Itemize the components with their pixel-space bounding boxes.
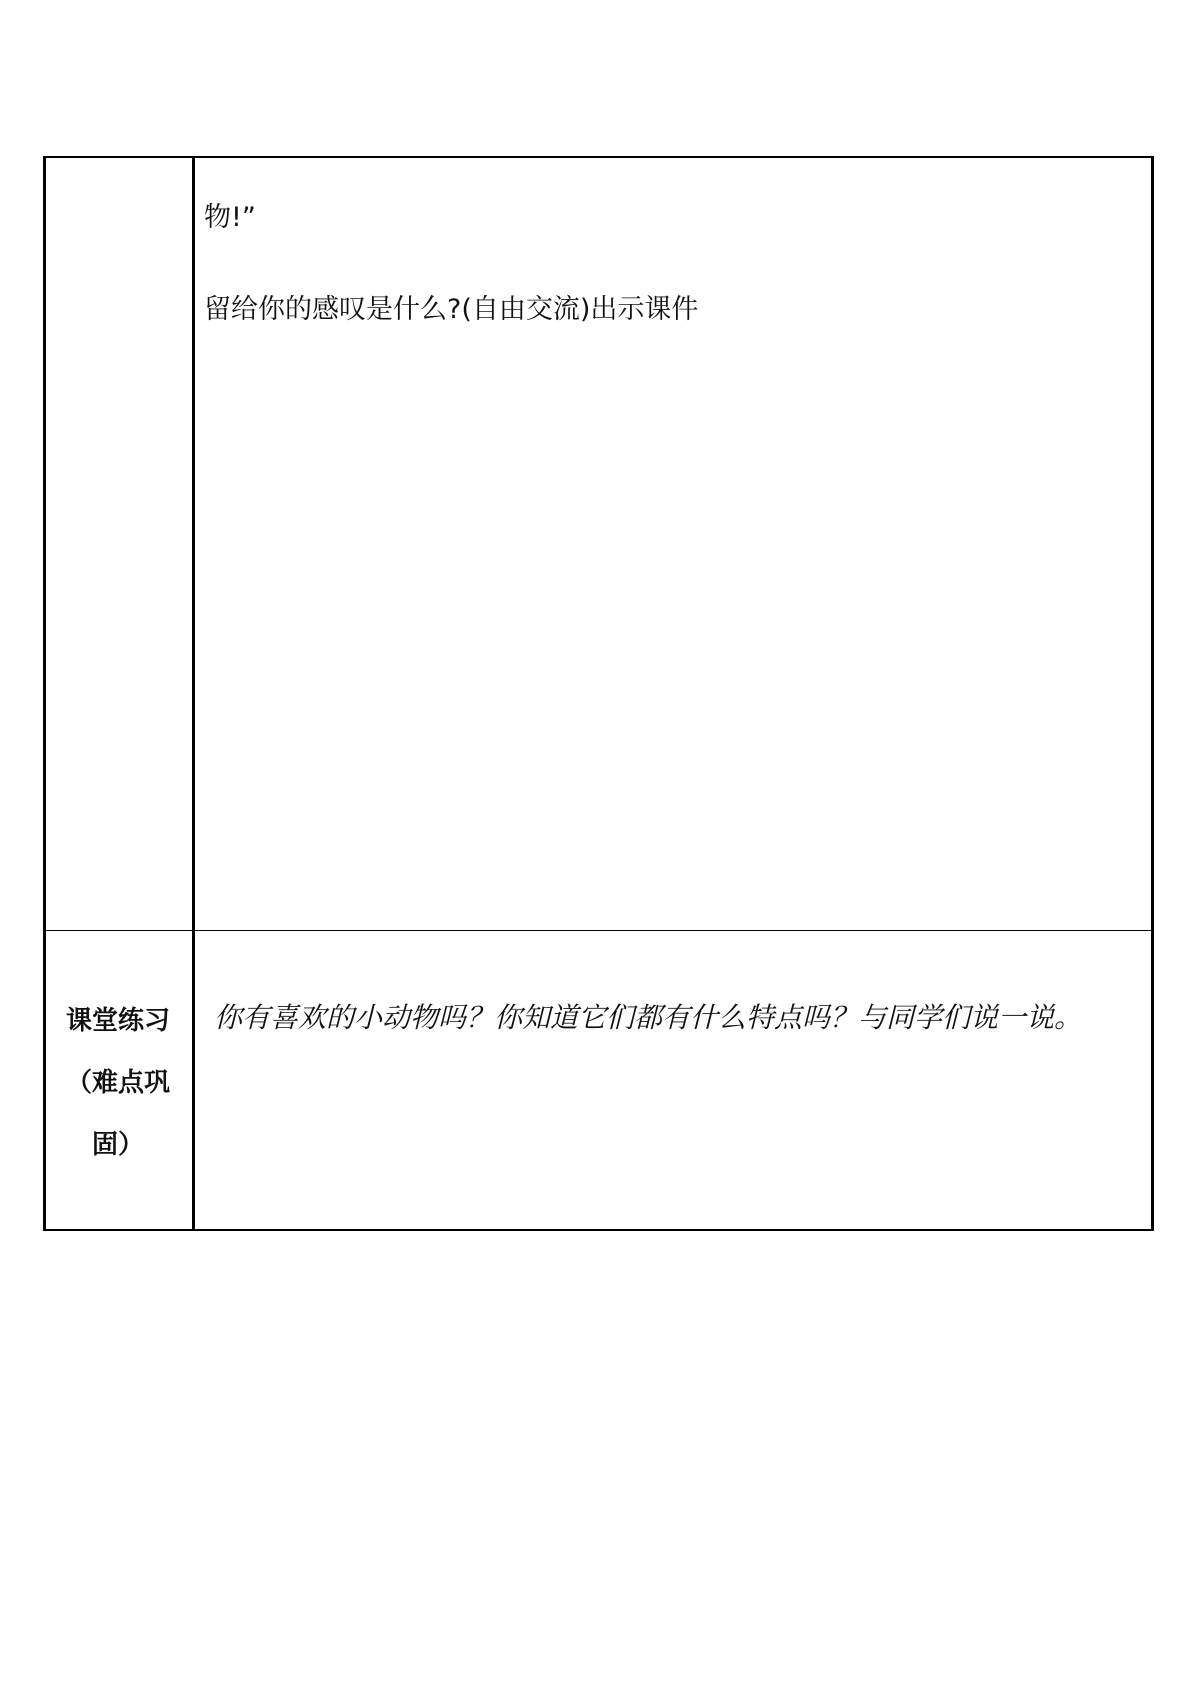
table-row-divider [43, 930, 1154, 931]
row1-content-line-1: 物!” [204, 202, 256, 233]
row2-label-line-2: （难点巩 [65, 1068, 170, 1098]
table-border-top [43, 156, 1154, 158]
table-border-bottom [43, 1229, 1154, 1231]
table-border-right [1151, 156, 1154, 1231]
row2-label-line-3: 固） [91, 1130, 144, 1160]
row2-content: 你有喜欢的小动物吗？你知道它们都有什么特点吗？与同学们说一说。 [214, 1001, 1083, 1034]
row1-content-line-2: 留给你的感叹是什么?(自由交流)出示课件 [204, 294, 699, 325]
row2-label-line-1: 课堂练习 [65, 1006, 170, 1036]
